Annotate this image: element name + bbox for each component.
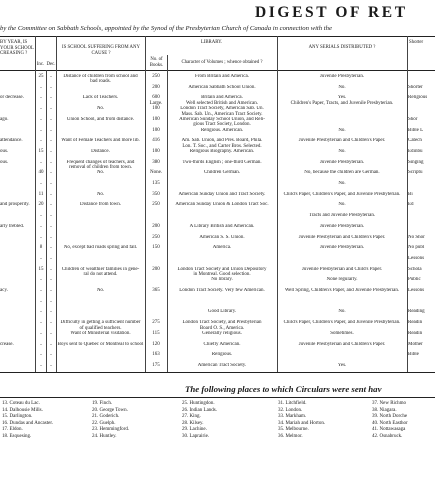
cell-character: Good Library. (207, 309, 237, 315)
cell-decrease: .. (49, 320, 53, 326)
cell-num-books: 416 (152, 138, 160, 144)
cell-num-books: 200 (152, 223, 160, 229)
cell-character: A Library British and American. (189, 223, 255, 229)
cell-cause: Frequent changes of teachers, and removal of children from town. (66, 159, 135, 170)
cell-distributed: Juvenile Presbyterian and Children's Paper. (298, 341, 386, 347)
cell-next: Ed (408, 202, 414, 208)
cell-cause: Lack of Teachers. (82, 95, 119, 101)
cell-distributed: Juvenile Presbyterian. (319, 223, 365, 229)
cell-decrease: .. (49, 266, 53, 272)
cell-num-books: 200 (152, 84, 160, 90)
cell-distributed: Juvenile Presbyterian and Child's Paper. (301, 266, 383, 272)
place-item: 26. Indian Lands. (182, 407, 217, 413)
cell-decrease: .. (49, 138, 53, 144)
cell-distributed: No. (338, 309, 346, 315)
cell-num-books: 150 (152, 245, 160, 251)
cell-distributed: Well Spring, Children's Paper, and Juvenile Presbyterian. (284, 288, 400, 293)
place-item: 39. North Dorche (372, 414, 408, 420)
cell-next: Scriptu (408, 170, 423, 176)
place-item: 37. New Richmo (372, 401, 407, 406)
cell-next: Bi (408, 191, 413, 197)
cell-cause: No. (96, 106, 105, 112)
place-item: 16. Dundas and Ancaster. (2, 420, 53, 426)
cell-decrease: .. (49, 255, 53, 261)
cell-num-books: 365 (152, 288, 160, 293)
cell-decrease: .. (49, 170, 53, 176)
cell-next: Schola (408, 266, 422, 272)
cell-num-books: 275 (152, 320, 160, 326)
cell-next: No Shor (408, 234, 425, 240)
cell-distributed: No. (338, 84, 346, 90)
cell-decrease: .. (49, 148, 53, 154)
place-item: 27. King. (182, 414, 201, 420)
cell-decrease: .. (49, 116, 53, 122)
place-item: 36. Melmor. (278, 434, 303, 439)
cell-cause: Distance from town. (80, 202, 121, 208)
place-item: 42. Osnabruck. (372, 434, 403, 439)
cell-next: Shorter (408, 84, 423, 90)
cell-distributed: Juvenile Presbyterian and Children's Paper. (298, 234, 386, 240)
place-item: 31. Litchfield. (278, 401, 307, 406)
header-library: LIBRARY. (200, 40, 223, 45)
cell-num-books: 100 (152, 127, 160, 133)
cell-character: Religious. (211, 352, 233, 358)
table-bottom-rule (0, 372, 435, 373)
place-item: 13. Coteau du Lac. (2, 401, 40, 406)
cell-next: Lessons (408, 288, 425, 293)
header-cause: IS SCHOOL SUFFERING FROM ANY CAUSE ? (62, 45, 140, 56)
cell-decrease: .. (49, 202, 53, 208)
cell-increase: .. (39, 84, 43, 90)
cell-next: Mother (408, 341, 423, 347)
cell-prev-year: ago. (0, 116, 9, 122)
cell-distributed: Juvenile Presbyterian and Children's Paper. (298, 138, 386, 144)
cell-character: London Tract Society, and Presbyterian Board O. S., America. (182, 320, 262, 331)
cell-cause: Children of wealthier families in gene- ral do not attend. (61, 266, 140, 277)
cell-increase: .. (39, 341, 43, 347)
cell-cause: Difficulty in getting a sufficient number of qualified teachers. (60, 320, 141, 331)
banner-rule (0, 397, 435, 398)
cell-decrease: .. (49, 341, 53, 347)
cell-next: Religious (408, 95, 428, 101)
cell-decrease: .. (49, 234, 53, 240)
cell-next: Shor (408, 116, 418, 122)
header-decrease: Dec. (46, 62, 56, 67)
cell-decrease: .. (49, 362, 53, 368)
place-item: 25. Huntingdon. (182, 401, 215, 406)
place-item: 20. George Town. (92, 407, 128, 413)
cell-increase: .. (39, 213, 43, 219)
cell-next: Catech (408, 138, 422, 144)
cell-increase: 20 (38, 202, 44, 208)
cell-decrease: .. (49, 298, 53, 304)
cell-increase: 11 (38, 191, 44, 197)
cell-increase: 8 (39, 245, 43, 251)
place-item: 28. Kilsey. (182, 420, 204, 426)
cell-num-books: 380 (152, 159, 160, 165)
cell-decrease: .. (49, 191, 53, 197)
cell-distributed: No, because the children are German. (304, 170, 380, 176)
cell-distributed: Juvenile Presbyterian. (319, 159, 365, 165)
cell-decrease: .. (49, 106, 53, 112)
cell-decrease: .. (49, 309, 53, 315)
place-item: 23. Hemmingford. (92, 427, 130, 433)
cell-character: American Sunday Union & London Tract Soc. (175, 202, 269, 208)
header-top-rule (0, 36, 435, 37)
cell-character: No library. (211, 277, 233, 283)
cell-cause: No. (96, 170, 105, 176)
place-item: 29. Lachine. (182, 427, 207, 433)
cell-increase: .. (39, 95, 43, 101)
cell-prev-year: arly trebled. (0, 223, 25, 229)
cell-character: Two-thirds English ; one-third German. (182, 159, 262, 165)
cell-num-books: 600 Large. (149, 95, 163, 106)
cell-character: Chiefly American. (203, 341, 241, 347)
cell-distributed: Child's Paper, Children's Paper, and Juvenile Presbyterian. (283, 191, 401, 197)
place-item: 14. Dalhousie Mills. (2, 407, 43, 413)
cell-decrease: .. (49, 127, 53, 133)
cell-character: Generally religious. (202, 330, 242, 336)
place-item: 17. Eldon. (2, 427, 23, 433)
cell-increase: .. (39, 309, 43, 315)
cell-character: London Tract Society and Union Depository in Montreal. Good selection. (177, 266, 267, 277)
cell-character: America. (212, 245, 232, 251)
cell-cause: No. (96, 288, 105, 293)
page-title: DIGEST OF RET (255, 4, 408, 21)
cell-increase: .. (39, 116, 43, 122)
cell-num-books: 135 (152, 181, 160, 186)
cell-increase: .. (39, 223, 43, 229)
cell-cause: Union School, and from distance. (66, 116, 135, 122)
place-item: 32. London. (278, 407, 303, 413)
cell-distributed: Sometimes. (330, 330, 354, 336)
cell-decrease: .. (49, 352, 53, 358)
cell-cause: Distance. (91, 148, 110, 154)
place-item: 41. Nottawasaga (372, 427, 406, 433)
cell-next: Singing (408, 159, 424, 165)
header-increase: Inc. (36, 62, 45, 67)
cell-prev-year: or decrease. (0, 95, 24, 101)
cell-next: Bible L (408, 127, 424, 133)
cell-prev-year: attendance. (0, 138, 23, 144)
cell-cause: No, except bad roads spring and fall. (63, 245, 138, 251)
cell-next: Reading (408, 309, 425, 315)
cell-increase: .. (39, 330, 43, 336)
cell-increase: 40 (38, 170, 44, 176)
cell-next: Bible (408, 352, 419, 358)
cell-num-books: 200 (152, 266, 160, 272)
cell-distributed: Juvenile Presbyterian. (319, 245, 365, 251)
cell-character: Britain and America. Well selected British and American. (186, 95, 258, 106)
cell-character: London Tract Society. Very few American. (179, 288, 265, 293)
cell-character: American S. S. Union. (199, 234, 245, 240)
cell-decrease: .. (49, 330, 53, 336)
cell-next: No publ (408, 245, 425, 251)
cell-cause: Want of Ministerial visitation. (70, 330, 131, 336)
cell-distributed: No. (338, 148, 346, 154)
cell-decrease: .. (49, 288, 53, 293)
page-subtitle: by the Committee on Sabbath Schools, appointed by the Synod of the Presbyterian Church of Canada in connection with the (0, 25, 332, 32)
cell-decrease: .. (49, 277, 53, 283)
cell-character: Religious. American. (200, 127, 244, 133)
cell-increase: .. (39, 320, 43, 326)
cell-distributed: Yes. Children's Paper, Tracts, and Juvenile Presbyterian. (290, 95, 394, 106)
cell-decrease: .. (49, 95, 53, 101)
cell-distributed: Juvenile Presbyterian. (319, 74, 365, 79)
cell-num-books: 100 (152, 148, 160, 154)
cell-prev-year: ous. (0, 148, 9, 154)
column-divider (46, 70, 47, 372)
cell-character: London Tract Society, American Sab. Un. Mass. Sab. Un., American Tract Society. (180, 106, 264, 117)
cell-character: American Sunday Union and Tract Society. (178, 191, 266, 197)
cell-num-books: None. (149, 170, 163, 176)
cell-distributed: None regularly. (326, 277, 358, 283)
cell-increase: .. (39, 127, 43, 133)
cell-increase: .. (39, 181, 43, 186)
place-item: 24. Huntley. (92, 434, 117, 439)
cell-decrease: .. (49, 181, 53, 186)
cell-cause: Want of Female Teachers and more lib. (61, 138, 140, 144)
place-item: 19. Finch. (92, 401, 113, 406)
header-character: Character of Volumes ; whence obtained ? (181, 60, 263, 65)
cell-cause: Distance of children from school and bad roads. (63, 74, 138, 85)
cell-num-books: 163 (152, 352, 160, 358)
cell-num-books: 100 (152, 116, 160, 122)
cell-num-books: 250 (152, 234, 160, 240)
cell-increase: 25 (38, 74, 44, 79)
cell-num-books: 100 (152, 106, 160, 112)
cell-increase: 15 (38, 266, 44, 272)
cell-next: Readin (408, 330, 423, 336)
cell-cause: No. (96, 191, 105, 197)
cell-num-books: 175 (152, 362, 160, 368)
cell-num-books: 115 (152, 330, 160, 336)
cell-increase: .. (39, 288, 43, 293)
cell-distributed: Tracts and Juvenile Presbyterian. (308, 213, 376, 219)
cell-cause: Boys sent to Quebec or Montreal to school (57, 341, 144, 347)
place-item: 30. Laprairie. (182, 434, 210, 439)
cell-increase: .. (39, 234, 43, 240)
cell-decrease: .. (49, 245, 53, 251)
cell-decrease: .. (49, 159, 53, 165)
place-item: 15. Darlington. (2, 414, 33, 420)
cell-prev-year: crease. (0, 341, 14, 347)
cell-prev-year: and prosperity. (0, 202, 30, 208)
cell-distributed: Yes. (337, 362, 347, 368)
cell-next: Readin (408, 320, 423, 326)
place-item: 38. Niagara. (372, 407, 397, 413)
cell-increase: .. (39, 277, 43, 283)
cell-character: Religious Biography. American. (189, 148, 255, 154)
header-bottom-rule (0, 70, 435, 71)
header-prev-year: BY YEAR, IS YOUR SCHOOL CREASING ? (0, 40, 34, 57)
cell-increase: .. (39, 159, 43, 165)
cell-decrease: .. (49, 74, 53, 79)
cell-num-books: 350 (152, 191, 160, 197)
cell-num-books: 250 (152, 202, 160, 208)
cell-num-books: 120 (152, 341, 160, 347)
circulars-banner: The following places to which Circulars were sent hav (185, 384, 382, 394)
cell-distributed: No. (338, 127, 346, 133)
place-item: 40. North Easthor (372, 420, 408, 426)
cell-distributed: No. (338, 181, 346, 186)
cell-decrease: .. (49, 84, 53, 90)
cell-distributed: Child's Paper, Children's Paper, and Juvenile Presbyterian. (283, 320, 401, 326)
place-item: 33. Markham. (278, 414, 307, 420)
cell-increase: .. (39, 255, 43, 261)
cell-num-books: 250 (152, 74, 160, 79)
place-item: 35. Melbourne. (278, 427, 309, 433)
cell-prev-year: acy. (0, 288, 8, 293)
cell-character: American Tract Society. (197, 362, 247, 368)
place-item: 18. Esquesing. (2, 434, 32, 439)
cell-next: Public (408, 277, 421, 283)
cell-increase: .. (39, 138, 43, 144)
place-item: 21. Goderich. (92, 414, 120, 420)
cell-character: American Sunday School Union, and Reli- gious Tract Society, London. (179, 116, 265, 128)
cell-next: Lessons (408, 255, 425, 261)
cell-character: American Sabbath School Union. (188, 84, 256, 90)
cell-increase: .. (39, 362, 43, 368)
header-num-books: No. of Books. (149, 57, 164, 68)
cell-character: Children German. (203, 170, 241, 176)
cell-decrease: .. (49, 223, 53, 229)
header-next: Shorter (409, 40, 424, 45)
cell-character: Am. Sab. Union, and Pres. Board, Phila. Lon. T. Soc., and Carter Bros. Selected. (181, 138, 263, 149)
cell-increase: 15 (38, 148, 44, 154)
header-distributed: ANY SERIALS DISTRIBUTED ? (308, 45, 376, 50)
cell-prev-year: ous. (0, 159, 9, 165)
place-item: 22. Guelph. (92, 420, 116, 426)
cell-decrease: .. (49, 213, 53, 219)
place-item: 34. Mariah and Horton. (278, 420, 326, 426)
cell-distributed: No. (338, 202, 346, 208)
cell-increase: .. (39, 352, 43, 358)
cell-increase: .. (39, 106, 43, 112)
cell-next: Edinbu (408, 148, 423, 154)
cell-increase: .. (39, 298, 43, 304)
cell-character: From Britain and America. (195, 74, 249, 79)
